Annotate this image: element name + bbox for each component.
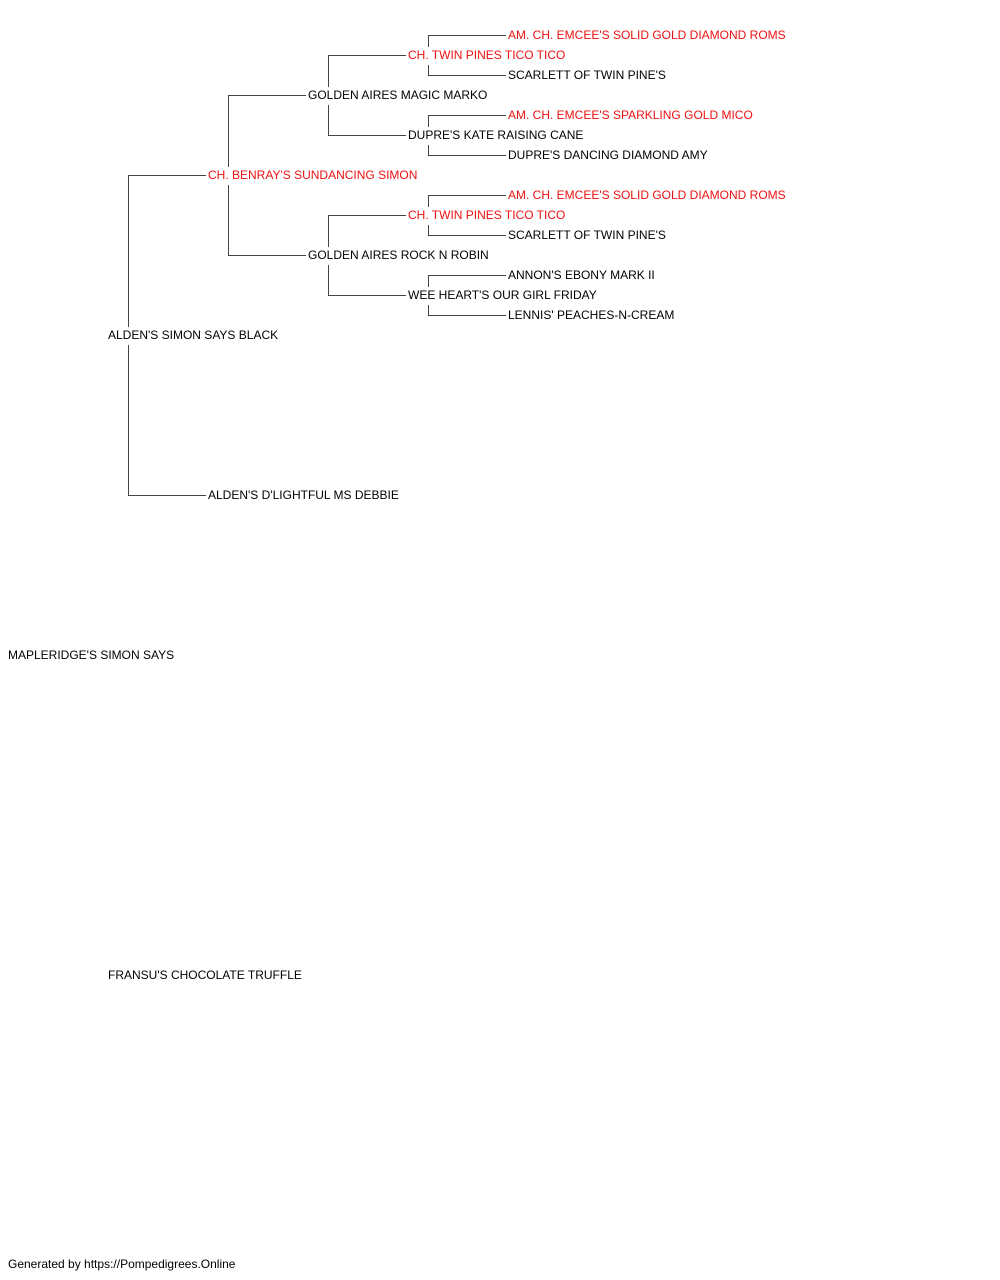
ancestor-name-gen1: ALDEN'S SIMON SAYS BLACK [108,328,279,342]
ancestor-name-gen4: CH. TWIN PINES TICO TICO [408,48,566,62]
connector-line [428,155,506,156]
connector-line [428,195,506,196]
connector-line [228,255,306,256]
ancestor-name-gen4: CH. TWIN PINES TICO TICO [408,208,566,222]
ancestor-name-gen2: CH. BENRAY'S SUNDANCING SIMON [208,168,418,182]
ancestor-name-gen5: AM. CH. EMCEE'S SOLID GOLD DIAMOND ROMS [508,28,786,42]
connector-line [428,305,429,315]
ancestor-name-gen5: SCARLETT OF TWIN PINE'S [508,68,666,82]
ancestor-name-gen3: GOLDEN AIRES MAGIC MARKO [308,88,488,102]
ancestor-name-gen3: GOLDEN AIRES ROCK N ROBIN [308,248,489,262]
connector-line [428,65,429,75]
subject-name: MAPLERIDGE'S SIMON SAYS [8,648,175,662]
ancestor-name-gen5: LENNIS' PEACHES-N-CREAM [508,308,675,322]
ancestor-name-gen4: DUPRE'S KATE RAISING CANE [408,128,584,142]
ancestor-name-gen5: AM. CH. EMCEE'S SPARKLING GOLD MICO [508,108,753,122]
ancestor-name-gen5: DUPRE'S DANCING DIAMOND AMY [508,148,708,162]
connector-line [428,35,506,36]
ancestor-name-gen5: ANNON'S EBONY MARK II [508,268,655,282]
ancestor-name-gen5: AM. CH. EMCEE'S SOLID GOLD DIAMOND ROMS [508,188,786,202]
connector-line [428,315,506,316]
connector-line [128,345,129,495]
connector-line [428,115,429,127]
ancestor-name-gen5: SCARLETT OF TWIN PINE'S [508,228,666,242]
connector-line [428,195,429,207]
connector-line [228,185,229,255]
connector-line [428,235,506,236]
connector-line [328,55,406,56]
connector-line [228,95,306,96]
connector-line [128,495,206,496]
connector-line [428,275,429,287]
connector-line [428,225,429,235]
connector-line [428,75,506,76]
footer-credit: Generated by https://Pompedigrees.Online [8,1257,236,1271]
connector-line [328,215,406,216]
ancestor-name-gen2: ALDEN'S D'LIGHTFUL MS DEBBIE [208,488,399,502]
ancestor-name-gen4: WEE HEART'S OUR GIRL FRIDAY [408,288,597,302]
connector-line [128,175,206,176]
ancestor-name-gen1: FRANSU'S CHOCOLATE TRUFFLE [108,968,302,982]
connector-line [428,35,429,47]
connector-line [328,265,329,295]
connector-line [328,105,329,135]
connector-line [328,135,406,136]
connector-line [228,95,229,167]
connector-line [328,295,406,296]
connector-line [428,115,506,116]
connector-line [328,215,329,247]
connector-line [328,55,329,87]
connector-line [128,175,129,327]
connector-line [428,275,506,276]
connector-line [428,145,429,155]
